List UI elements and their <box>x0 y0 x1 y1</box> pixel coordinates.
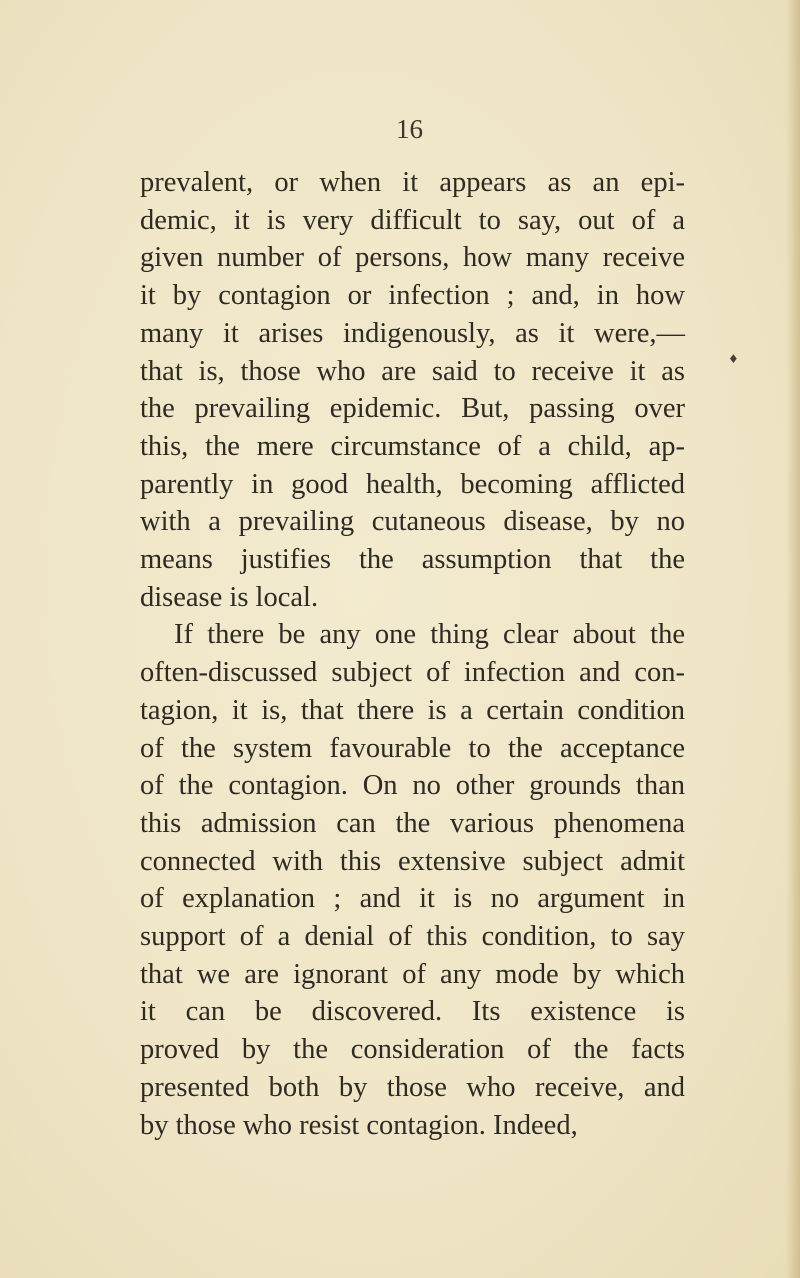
text-line: If there be any one thing clear about the <box>174 619 685 651</box>
text-line: disease is local. <box>140 581 319 613</box>
text-line: that we are ignorant of any mode by which <box>140 958 685 990</box>
text-line: connected with this extensive subject admit <box>140 845 685 877</box>
text-line: the prevailing epidemic. But, passing over <box>140 393 685 425</box>
text-line: that is, those who are said to receive it as <box>140 355 685 387</box>
text-line: many it arises indigenously, as it were,— <box>140 317 685 349</box>
text-line: support of a denial of this condition, to say <box>140 921 685 953</box>
body-text <box>140 164 685 1144</box>
text-line: with a prevailing cutaneous disease, by no <box>140 506 685 538</box>
text-line: demic, it is very difficult to say, out of a <box>140 204 685 236</box>
text-line: presented both by those who receive, and <box>140 1071 685 1103</box>
text-line: of explanation ; and it is no argument in <box>140 883 685 915</box>
margin-mark: ♦ <box>728 352 739 366</box>
text-line: this admission can the various phenomena <box>140 807 685 839</box>
page-number: 16 <box>396 114 423 144</box>
text-line: prevalent, or when it appears as an epi- <box>140 167 685 198</box>
text-line: parently in good health, becoming afflicted <box>140 468 685 500</box>
text-line: this, the mere circumstance of a child, ap- <box>140 430 685 462</box>
text-line: often-discussed subject of infection and con- <box>140 657 685 689</box>
text-line: it by contagion or infection ; and, in how <box>140 280 685 312</box>
text-line: given number of persons, how many receive <box>140 242 685 274</box>
text-line: it can be discovered. Its existence is <box>140 996 685 1028</box>
text-line: tagion, it is, that there is a certain condition <box>140 694 685 726</box>
text-line: means justifies the assumption that the <box>140 544 685 576</box>
text-line: by those who resist contagion. Indeed, <box>140 1109 578 1141</box>
text-line: proved by the consideration of the facts <box>140 1034 685 1066</box>
page-edge-shadow <box>786 0 800 1278</box>
text-line: of the system favourable to the acceptance <box>140 732 685 764</box>
text-line: of the contagion. On no other grounds than <box>140 770 685 802</box>
